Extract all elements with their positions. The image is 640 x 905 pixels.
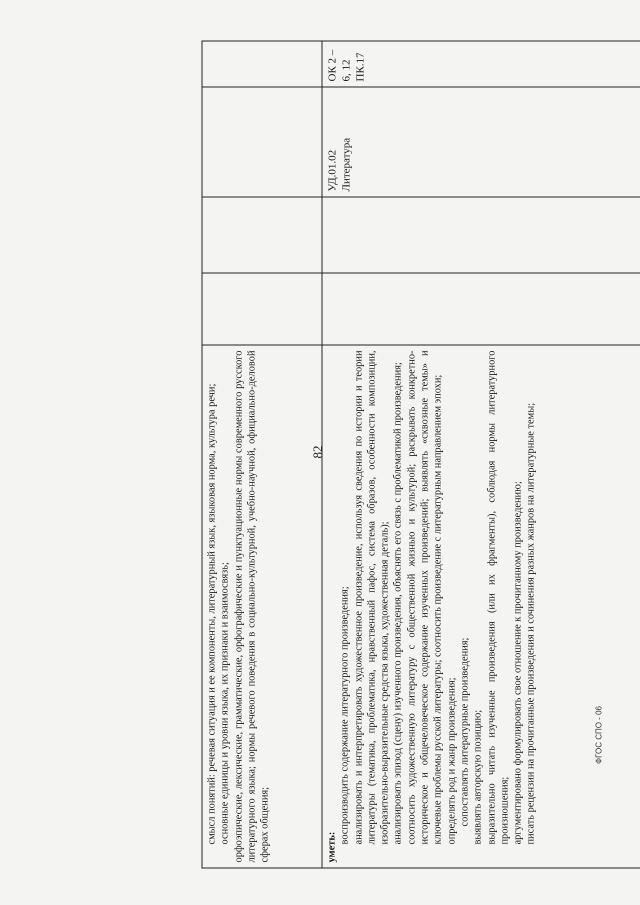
empty-cell: [202, 273, 322, 345]
text-line: анализировать и интерпретировать художественное произведение, используя сведения по истории и теории литературы (тематика, проблематика, нравственный пафос, система образов, особенности композиции, изобразительно-выразительные средства языка, художественная деталь);: [352, 350, 391, 845]
table-row-knowledge: [202, 41, 322, 868]
footer-code: ФГОС СПО - 06: [594, 706, 604, 764]
text-line: аргументировано формулировать свое отношение к прочитанному произведению;: [512, 481, 524, 845]
text-line: смысл понятий: речевая ситуация и ее компоненты, литературный язык, языковая норма, культура речи;: [206, 383, 217, 845]
competencies: ОК 2 – 6, 12 ПК.17: [326, 49, 366, 82]
discipline-cell: [322, 87, 640, 197]
text-line: определять род и жанр произведения;: [445, 677, 457, 845]
text-line: выразительно читать изученные произведения (или их фрагменты), соблюдая нормы литературного произношения;: [485, 350, 510, 845]
text-line: анализировать эпизод (сцену) изученного произведения, объяснять его связь с проблематикой произведения;: [392, 362, 404, 845]
text-line: выявлять авторскую позицию;: [472, 709, 484, 845]
skills-heading: уметь:: [326, 831, 337, 863]
empty-cell: [322, 273, 640, 345]
table-row-skills: [322, 41, 640, 868]
text-line: писать рецензии на прочитанные произведения и сочинения разных жанров на литературные темы;: [525, 402, 537, 845]
text-line: основные единицы и уровни языка, их признаки и взаимосвязь;: [219, 562, 231, 845]
skills-cell: [322, 345, 640, 868]
text-line: орфоэпические, лексические, грамматические, орфографические и пунктуационные нормы современного русского литературного языка; нормы речевого поведения в социально-культурной, учебно-научной, официально-деловой сферах общения;: [232, 350, 271, 863]
curriculum-table-container: [201, 42, 640, 869]
text-line: соотносить художественную литературу с общественной жизнью и культурой; раскрывать конкретно-историческое и общечеловеческое содержание изученных произведений; выявлять «сквозные темы» и ключевые проблемы русской литературы; соотносить произведение с литературным направлением эпохи;: [405, 350, 444, 845]
discipline-name: Литература: [340, 137, 352, 192]
empty-cell: [322, 197, 640, 273]
knowledge-cell: [202, 345, 322, 868]
curriculum-table: [201, 41, 640, 869]
empty-cell: [202, 41, 322, 87]
competencies-cell: [322, 41, 640, 87]
empty-cell: [202, 197, 322, 273]
text-line: воспроизводить содержание литературного произведения;: [339, 586, 351, 845]
page-number: 82: [310, 445, 325, 459]
empty-cell: [202, 87, 322, 197]
discipline-code: УД.01.02: [326, 149, 338, 192]
text-line: сопоставлять литературные произведения;: [458, 637, 470, 827]
